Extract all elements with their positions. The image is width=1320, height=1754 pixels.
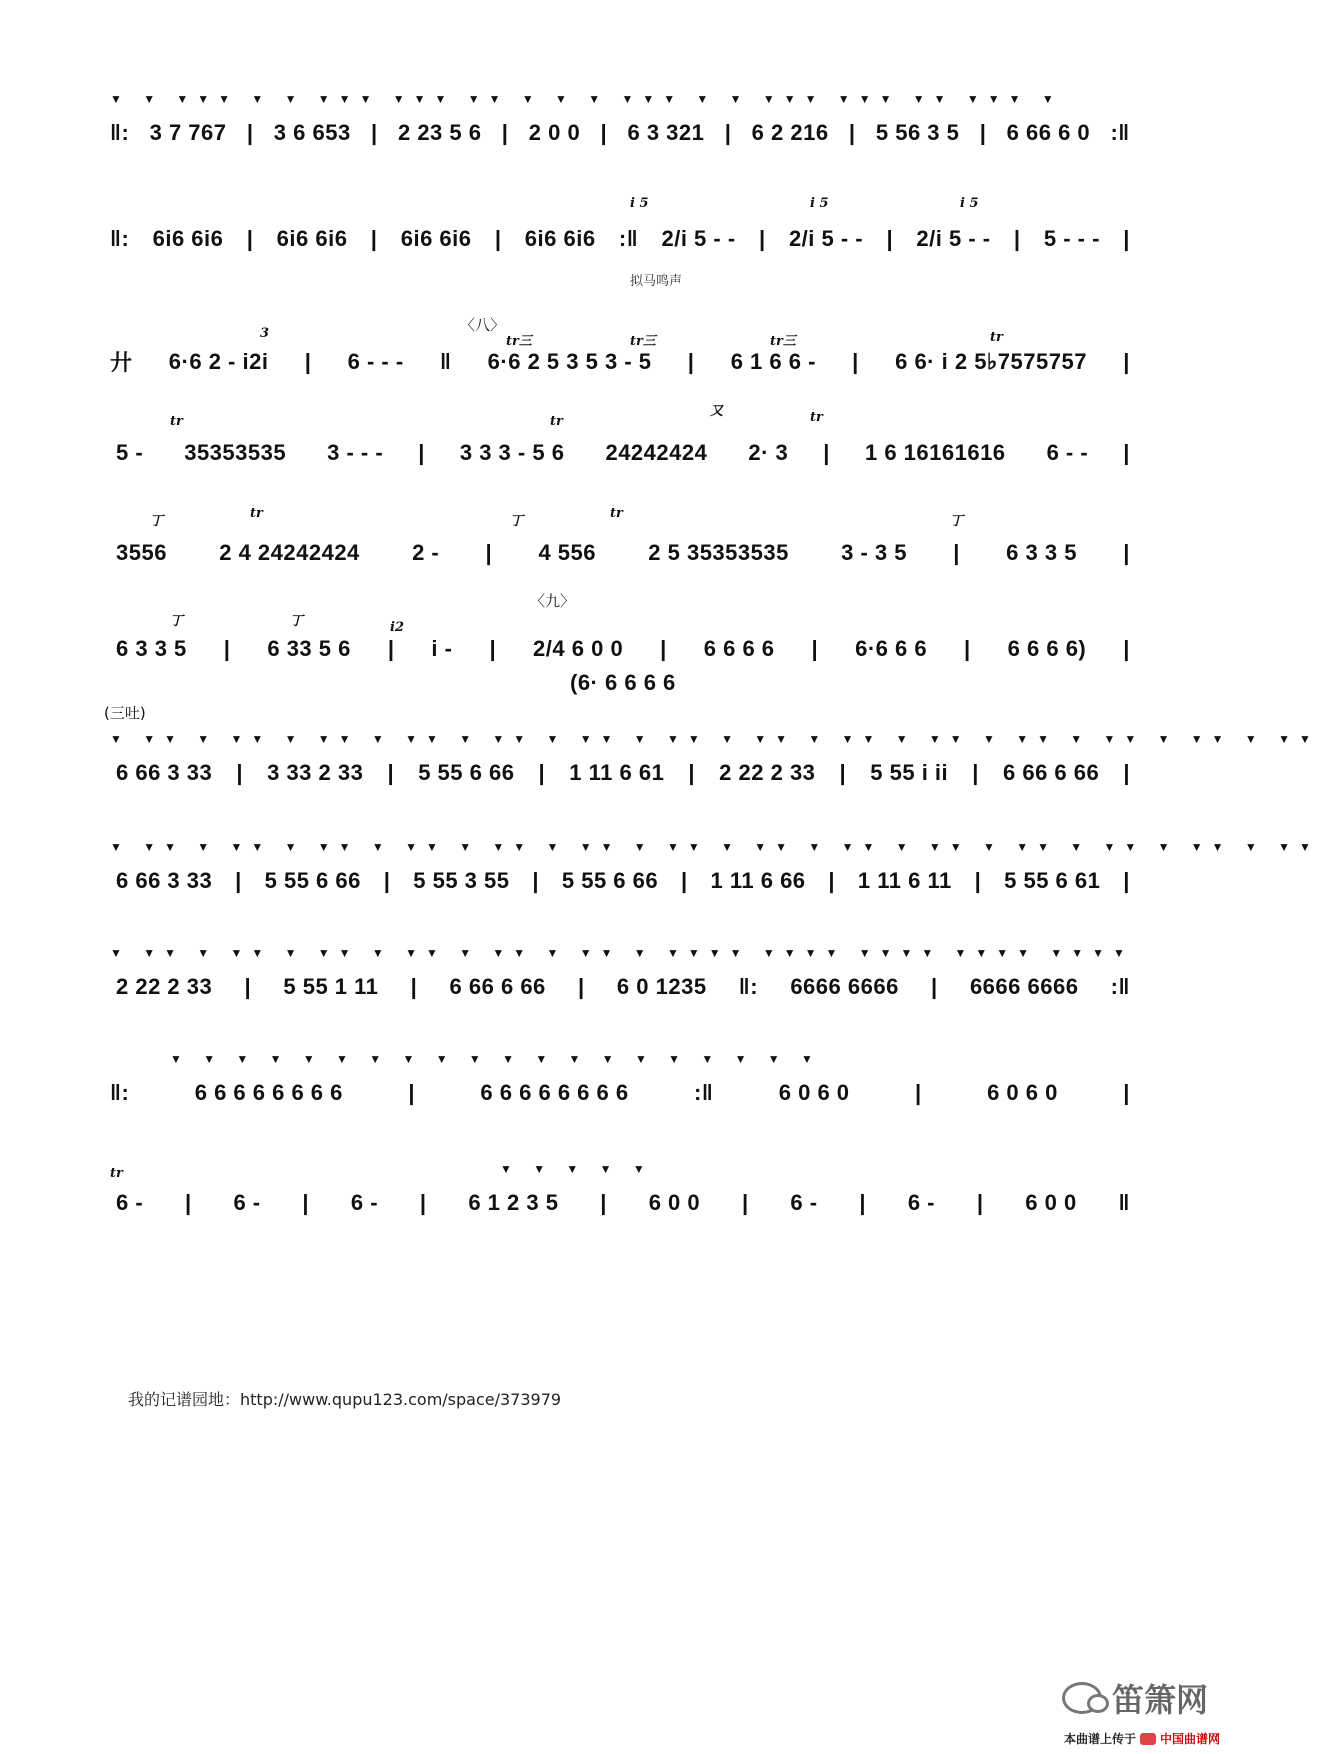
measure: 2 0 0: [528, 120, 581, 145]
double-barline: ‖: [439, 348, 452, 374]
score-line-10: [110, 1050, 1130, 1140]
ornament: 丁: [150, 514, 164, 529]
barline: |: [304, 348, 312, 374]
tongue-marks: ▼ ▼ ▼▼▼ ▼ ▼ ▼▼▼ ▼▼▼ ▼▼ ▼ ▼ ▼ ▼▼▼ ▼ ▼ ▼▼▼ ▼▼▼ ▼▼ ▼▼▼ ▼: [110, 92, 1063, 106]
measure: 2 -: [412, 540, 440, 565]
measure: 1 11 6 61: [569, 760, 665, 785]
upload-credit: [1064, 1730, 1220, 1747]
barline: |: [494, 226, 502, 251]
measure: 6 6· i 2 5♭7575757: [895, 348, 1087, 374]
barline: |: [1123, 868, 1130, 893]
score-line-1: [110, 90, 1130, 180]
barline: |: [302, 1190, 310, 1215]
measure: 3 6 653: [273, 120, 351, 145]
measure: 6 66 6 0: [1006, 120, 1091, 145]
measure: 3 7 767: [149, 120, 227, 145]
measure: 6·6 2 - i2i: [168, 348, 269, 374]
measure: 1 6 16161616: [864, 440, 1006, 465]
measure: 2/4 6 0 0: [533, 636, 624, 661]
barline: |: [914, 1080, 922, 1105]
ornament: tr: [250, 506, 263, 521]
measure: 6 -: [907, 1190, 936, 1215]
barline: |: [741, 1190, 749, 1215]
measure: 6 0 1235: [616, 974, 707, 999]
ornament: tr: [110, 1166, 123, 1181]
barline: |: [758, 226, 766, 251]
barline: |: [1123, 760, 1130, 785]
measure: 6 0 0: [648, 1190, 701, 1215]
barline: |: [410, 974, 418, 999]
measure: 6 66 6 66: [1003, 760, 1100, 785]
barline: |: [419, 1190, 427, 1215]
measure: 1 11 6 66: [710, 868, 806, 893]
barline: |: [418, 440, 425, 465]
score-line-2: [110, 196, 1130, 289]
measure: 4 556: [538, 540, 596, 565]
watermark: [1062, 1675, 1208, 1721]
wechat-icon: [1062, 1682, 1102, 1714]
barline: |: [859, 1190, 867, 1215]
section-tag: 〈九〉: [530, 592, 576, 610]
notes-row: [110, 636, 1130, 662]
ornament: i 5: [960, 196, 979, 211]
measure: 5 55 3 55: [413, 868, 510, 893]
ornament: tr: [170, 414, 183, 429]
repeat-start: ‖:: [738, 974, 759, 999]
tongue-marks: ▼ ▼▼ ▼ ▼▼ ▼ ▼▼ ▼ ▼▼ ▼ ▼▼ ▼ ▼▼ ▼ ▼▼▼▼ ▼▼▼▼ ▼▼▼▼ ▼▼▼▼ ▼▼▼▼: [110, 946, 1134, 960]
barline: |: [408, 1080, 415, 1105]
barline: |: [680, 868, 688, 893]
ornament: 3: [260, 326, 270, 341]
barline: |: [1123, 1080, 1130, 1105]
ornament: i2: [390, 620, 404, 635]
score-line-11: [110, 1160, 1130, 1250]
barline: |: [1123, 226, 1130, 251]
measure: 6i6 6i6: [524, 226, 596, 251]
measure: 6666 6666: [790, 974, 899, 999]
barline: |: [974, 868, 982, 893]
barline: |: [964, 636, 971, 661]
measure: 6 3 3 5: [116, 636, 187, 661]
barline: |: [660, 636, 667, 661]
barline: |: [246, 226, 254, 251]
score-line-3: [110, 316, 1130, 406]
barline: |: [931, 974, 938, 999]
measure: 35353535: [184, 440, 287, 465]
notes-row: [110, 1190, 1130, 1216]
score-line-4: [110, 404, 1130, 500]
measure: 6·6 2 5 3 5 3 - 5: [487, 348, 652, 374]
repeat-start: ‖:: [110, 1080, 130, 1105]
measure: 2 22 2 33: [719, 760, 816, 785]
measure: 6 -: [116, 1190, 144, 1215]
ornament: tr: [990, 330, 1003, 345]
barline: |: [370, 226, 378, 251]
barline: |: [184, 1190, 192, 1215]
measure: 5 - - -: [1043, 226, 1100, 251]
ornament: tr: [550, 414, 563, 429]
repeat-end: :‖: [1110, 120, 1130, 145]
barline: |: [724, 120, 732, 145]
tongue-marks: ▼ ▼▼ ▼ ▼▼ ▼ ▼▼ ▼ ▼▼ ▼ ▼▼ ▼ ▼▼ ▼ ▼▼ ▼ ▼▼ ▼ ▼▼ ▼ ▼▼ ▼ ▼▼ ▼ ▼▼ ▼ ▼▼ ▼ ▼▼: [110, 840, 1320, 854]
barline: |: [235, 868, 242, 893]
barline: |: [485, 540, 493, 565]
barline: |: [828, 868, 836, 893]
barline: |: [852, 348, 859, 374]
measure: 2· 3: [748, 440, 789, 465]
notes-row: [110, 974, 1130, 1000]
score-line-6: [110, 592, 1130, 696]
barline: |: [578, 974, 585, 999]
measure: 3556: [116, 540, 167, 565]
barline: |: [371, 120, 378, 145]
measure: 2/i 5 - -: [661, 226, 736, 251]
barline: |: [600, 120, 608, 145]
notes-row: [110, 120, 1130, 146]
measure: 6 2 216: [751, 120, 829, 145]
barline: |: [1013, 226, 1021, 251]
measure: 6i6 6i6: [152, 226, 224, 251]
barline: |: [972, 760, 979, 785]
barline: |: [501, 120, 509, 145]
barline: |: [244, 974, 252, 999]
footer-link[interactable]: 我的记谱园地：http://www.qupu123.com/space/373979: [128, 1390, 562, 1409]
notes-row: [110, 540, 1130, 566]
barline: |: [1123, 540, 1130, 565]
measure: 6 0 0: [1025, 1190, 1077, 1215]
score-line-8: [110, 838, 1320, 928]
measure: 6 -: [790, 1190, 818, 1215]
ornament: 丁: [950, 514, 964, 529]
ornament: tr三: [506, 334, 532, 349]
accompaniment-line: (6· 6 6 6 6: [570, 670, 676, 695]
barline: |: [1123, 636, 1130, 661]
repeat-start: ‖:: [110, 120, 130, 145]
repeat-end: :‖: [618, 226, 639, 251]
repeat-end: :‖: [694, 1080, 714, 1105]
measure: 2 5 35353535: [648, 540, 789, 565]
barline: |: [688, 760, 696, 785]
ornament: 丁: [290, 614, 304, 629]
notes-row: [110, 226, 1130, 252]
measure: 6 66 6 66: [449, 974, 546, 999]
barline: |: [246, 120, 254, 145]
barline: |: [1123, 440, 1130, 465]
measure: 24242424: [605, 440, 708, 465]
measure: 2 22 2 33: [116, 974, 213, 999]
barline: |: [489, 636, 497, 661]
measure: 3 - 3 5: [841, 540, 907, 565]
measure: 1 11 6 11: [857, 868, 952, 893]
measure: 6i6 6i6: [400, 226, 472, 251]
barline: |: [811, 636, 819, 661]
upload-brand: 中国曲谱网: [1159, 1732, 1220, 1746]
measure: 6 3 3 5: [1006, 540, 1077, 565]
measure: 6 66 3 33: [116, 760, 213, 785]
measure: 5 56 3 5: [875, 120, 960, 145]
measure: 6·6 6 6: [855, 636, 928, 661]
measure: 6 6 6 6: [703, 636, 775, 661]
site-logo-icon: [1140, 1733, 1156, 1745]
measure: 6 - - -: [347, 348, 404, 374]
section-tag: 〈八〉: [460, 316, 506, 334]
ornament: i 5: [810, 196, 829, 211]
tongue-marks: ▼ ▼ ▼ ▼ ▼ ▼ ▼ ▼ ▼ ▼ ▼ ▼ ▼ ▼ ▼ ▼ ▼ ▼ ▼ ▼: [170, 1052, 822, 1066]
ornament: 丁: [510, 514, 524, 529]
barline: |: [1123, 348, 1130, 374]
notes-row: [110, 1080, 1130, 1106]
measure: 6 1 2 3 5: [468, 1190, 559, 1215]
barline: |: [600, 1190, 607, 1215]
tongue-marks: ▼ ▼ ▼ ▼ ▼: [500, 1162, 654, 1176]
score-line-9: [110, 944, 1134, 1034]
ornament: 又: [710, 404, 724, 419]
barline: |: [383, 868, 391, 893]
barline: |: [953, 540, 960, 565]
ornament: tr: [610, 506, 623, 521]
measure: 5 55 6 66: [418, 760, 515, 785]
section-tag: (三吐): [104, 704, 146, 722]
barline: |: [687, 348, 695, 374]
final-barline: ‖: [1118, 1190, 1130, 1215]
barline: |: [979, 120, 987, 145]
measure: 6 -: [350, 1190, 379, 1215]
measure: 6i6 6i6: [276, 226, 348, 251]
notes-row: [110, 346, 1130, 377]
barline: |: [886, 226, 894, 251]
measure: 5 -: [116, 440, 144, 465]
measure: i -: [431, 636, 453, 661]
free-meter-sign: 廾: [110, 350, 133, 375]
barline: |: [236, 760, 243, 785]
measure: 6 0 6 0: [987, 1080, 1058, 1105]
caption-horse-neigh: 拟马鸣声: [630, 274, 683, 289]
measure: 3 - - -: [327, 440, 384, 465]
barline: |: [976, 1190, 984, 1215]
measure: 2 23 5 6: [397, 120, 482, 145]
measure: 6 1 6 6 -: [730, 348, 816, 374]
repeat-start: ‖:: [110, 226, 130, 251]
measure: 5 55 6 61: [1004, 868, 1101, 893]
ornament: 丁: [170, 614, 184, 629]
measure: 6666 6666: [969, 974, 1079, 999]
measure: 3 3 3 - 5 6: [459, 440, 565, 465]
ornament: tr: [810, 410, 823, 425]
notes-row: [110, 760, 1130, 786]
ornament: i 5: [630, 196, 649, 211]
measure: 5 55 6 66: [561, 868, 659, 893]
measure: 6 33 5 6: [267, 636, 351, 661]
measure: 2 4 24242424: [219, 540, 360, 565]
measure: 6 -: [233, 1190, 261, 1215]
measure: 6 6 6 6): [1007, 636, 1087, 661]
measure: 5 55 6 66: [264, 868, 361, 893]
tongue-marks: ▼ ▼▼ ▼ ▼▼ ▼ ▼▼ ▼ ▼▼ ▼ ▼▼ ▼ ▼▼ ▼ ▼▼ ▼ ▼▼ ▼ ▼▼ ▼ ▼▼ ▼ ▼▼ ▼ ▼▼ ▼ ▼▼ ▼ ▼▼: [110, 732, 1320, 746]
measure: 6 0 6 0: [778, 1080, 850, 1105]
barline: |: [223, 636, 231, 661]
notes-row: [110, 440, 1130, 466]
barline: |: [387, 636, 395, 661]
measure: 2/i 5 - -: [916, 226, 991, 251]
barline: |: [532, 868, 540, 893]
score-line-7: [104, 704, 1320, 820]
measure: 6 6 6 6 6 6 6 6: [480, 1080, 629, 1105]
measure: 2/i 5 - -: [788, 226, 864, 251]
barline: |: [848, 120, 856, 145]
watermark-text: 笛箫网: [1111, 1681, 1208, 1719]
measure: 5 55 i ii: [870, 760, 949, 785]
barline: |: [823, 440, 830, 465]
measure: 6 66 3 33: [116, 868, 213, 893]
measure: 6 - -: [1046, 440, 1089, 465]
upload-text: 本曲谱上传于: [1063, 1732, 1136, 1746]
notes-row: [110, 868, 1130, 894]
ornament: tr三: [630, 334, 656, 349]
ornament: tr三: [770, 334, 796, 349]
barline: |: [839, 760, 847, 785]
measure: 6 3 321: [627, 120, 705, 145]
score-line-5: [110, 506, 1130, 600]
measure: 3 33 2 33: [267, 760, 364, 785]
barline: |: [538, 760, 546, 785]
repeat-end: :‖: [1110, 974, 1130, 999]
barline: |: [387, 760, 395, 785]
measure: 5 55 1 11: [283, 974, 379, 999]
measure: 6 6 6 6 6 6 6 6: [194, 1080, 343, 1105]
